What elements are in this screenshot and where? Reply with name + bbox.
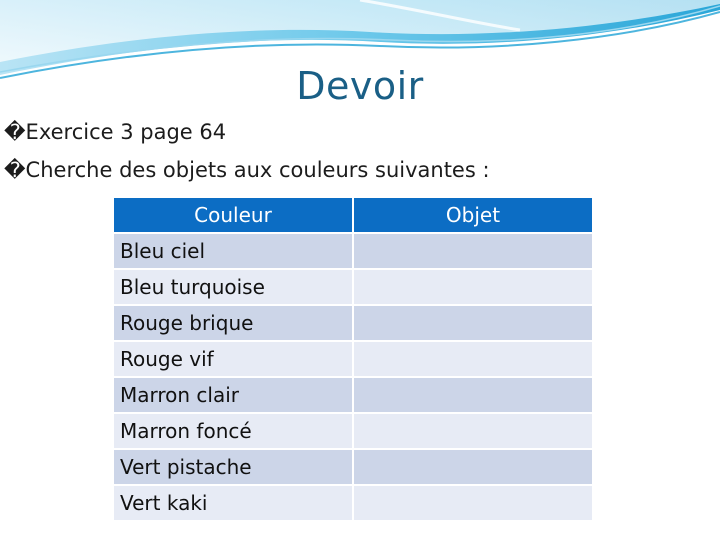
color-cell: Marron foncé — [114, 412, 354, 448]
object-cell — [354, 412, 592, 448]
color-cell: Marron clair — [114, 376, 354, 412]
object-cell — [354, 448, 592, 484]
color-cell: Vert kaki — [114, 484, 354, 520]
color-cell: Bleu ciel — [114, 232, 354, 268]
color-cell: Bleu turquoise — [114, 268, 354, 304]
object-cell — [354, 484, 592, 520]
bullet-marker-icon: � — [4, 158, 26, 182]
color-cell: Rouge vif — [114, 340, 354, 376]
table-row — [114, 340, 592, 376]
table-row — [114, 412, 592, 448]
bullet-instruction — [4, 158, 490, 182]
color-object-table — [114, 198, 592, 520]
object-cell — [354, 268, 592, 304]
table-row — [114, 448, 592, 484]
table-row — [114, 484, 592, 520]
color-cell: Rouge brique — [114, 304, 354, 340]
slide-title: Devoir — [296, 64, 424, 108]
table-row — [114, 376, 592, 412]
table-row — [114, 268, 592, 304]
column-header-objet: Objet — [354, 198, 592, 232]
table-row — [114, 304, 592, 340]
object-cell — [354, 340, 592, 376]
column-header-couleur: Couleur — [114, 198, 354, 232]
bullet-text: Cherche des objets aux couleurs suivantes : — [25, 158, 490, 182]
bullet-exercise — [4, 120, 226, 144]
table-row — [114, 232, 592, 268]
table-header-row — [114, 198, 592, 232]
bullet-text: Exercice 3 page 64 — [25, 120, 227, 144]
object-cell — [354, 304, 592, 340]
bullet-marker-icon: � — [4, 120, 26, 144]
object-cell — [354, 232, 592, 268]
color-cell: Vert pistache — [114, 448, 354, 484]
object-cell — [354, 376, 592, 412]
